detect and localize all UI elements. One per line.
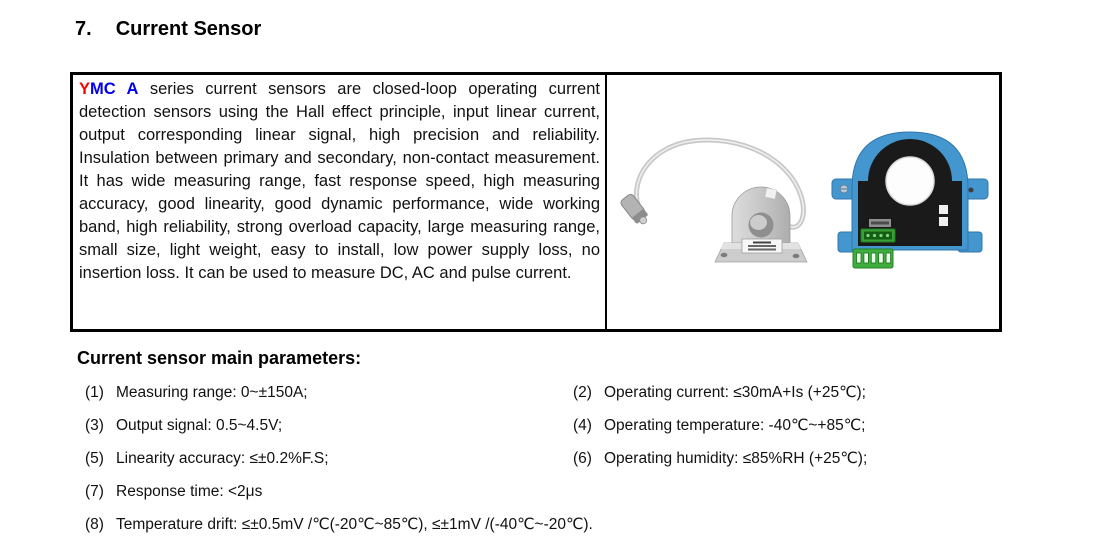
param-item-6 (573, 449, 1035, 469)
terminal-pin (886, 234, 889, 237)
brand-name-blue: MC A (90, 80, 139, 98)
param-item-5 (85, 449, 573, 469)
plug-pin (857, 253, 862, 263)
param-item-8 (85, 515, 1035, 535)
param-text: Operating humidity: ≤85%RH (+25℃); (604, 450, 868, 467)
overview-image-cell (607, 75, 999, 329)
brand-name-red: Y (79, 80, 91, 98)
hall-current-sensor-with-cable-image (620, 130, 820, 290)
sensor-boss-highlight (750, 215, 767, 230)
overview-body-text: series current sensors are closed-loop operating current detection sensors using the Hall effect principle, input linear current, output corresponding linear signal, high precision and reliability. Insulation between primary and secondary, non-contact measurement. It has wide measuring range, fast response speed, high measuring accuracy, good linearity, good dynamic performance, wide working band, high reliability, strong overload capacity, large measuring range, small size, light weight, easy to install, low power supply loss, no insertion loss. It can be used to measure DC, AC and pulse current. (79, 80, 600, 282)
param-number: (6) (573, 450, 592, 467)
param-item-1 (85, 383, 573, 403)
param-text: Output signal: 0.5~4.5V; (116, 417, 283, 434)
terminal-pin (866, 234, 869, 237)
section-number: 7. (75, 18, 92, 40)
terminal-pin (873, 234, 876, 237)
mount-hole-left (721, 253, 728, 257)
param-item-7 (85, 482, 573, 502)
param-number: (7) (85, 483, 104, 500)
indicator-window (939, 205, 948, 214)
panel-label-text (871, 222, 889, 225)
screw-right (969, 188, 974, 193)
parameters-heading: Current sensor main parameters: (77, 348, 362, 368)
param-text: Operating temperature: -40℃~+85℃; (604, 417, 866, 434)
cable-connector (620, 193, 651, 228)
parameters-list (85, 383, 1035, 535)
param-text: Operating current: ≤30mA+Is (+25℃); (604, 384, 866, 401)
plug-pin (886, 253, 891, 263)
param-text: Measuring range: 0~±150A; (116, 384, 308, 401)
page-title (75, 18, 261, 41)
label-text-line (753, 242, 771, 244)
mount-hole-right (793, 254, 800, 258)
param-number: (2) (573, 384, 592, 401)
plug-pin (864, 253, 869, 263)
section-title: Current Sensor (115, 18, 262, 40)
plug-pin (871, 253, 876, 263)
overview-paragraph (79, 78, 600, 285)
param-number: (5) (85, 450, 104, 467)
small-sticker (765, 188, 777, 199)
param-item-4 (573, 416, 1035, 436)
split-core-current-sensor-image (820, 120, 1000, 280)
overview-text-cell (73, 75, 607, 329)
sensor-aperture (886, 157, 934, 205)
param-number: (4) (573, 417, 592, 434)
param-text: Temperature drift: ≤±0.5mV /℃(-20℃~85℃), ≤±1mV /(-40℃~-20℃). (116, 516, 593, 533)
param-number: (8) (85, 516, 104, 533)
param-text: Linearity accuracy: ≤±0.2%F.S; (116, 450, 329, 467)
terminal-pin (879, 234, 882, 237)
indicator-window (939, 217, 948, 226)
param-item-2 (573, 383, 1035, 403)
label-text-line (748, 245, 776, 247)
param-number: (3) (85, 417, 104, 434)
param-item-3 (85, 416, 573, 436)
param-number: (1) (85, 384, 104, 401)
param-text: Response time: <2μs (116, 483, 263, 500)
overview-table (70, 72, 1002, 332)
label-text-line (748, 249, 776, 251)
plug-pin (879, 253, 884, 263)
